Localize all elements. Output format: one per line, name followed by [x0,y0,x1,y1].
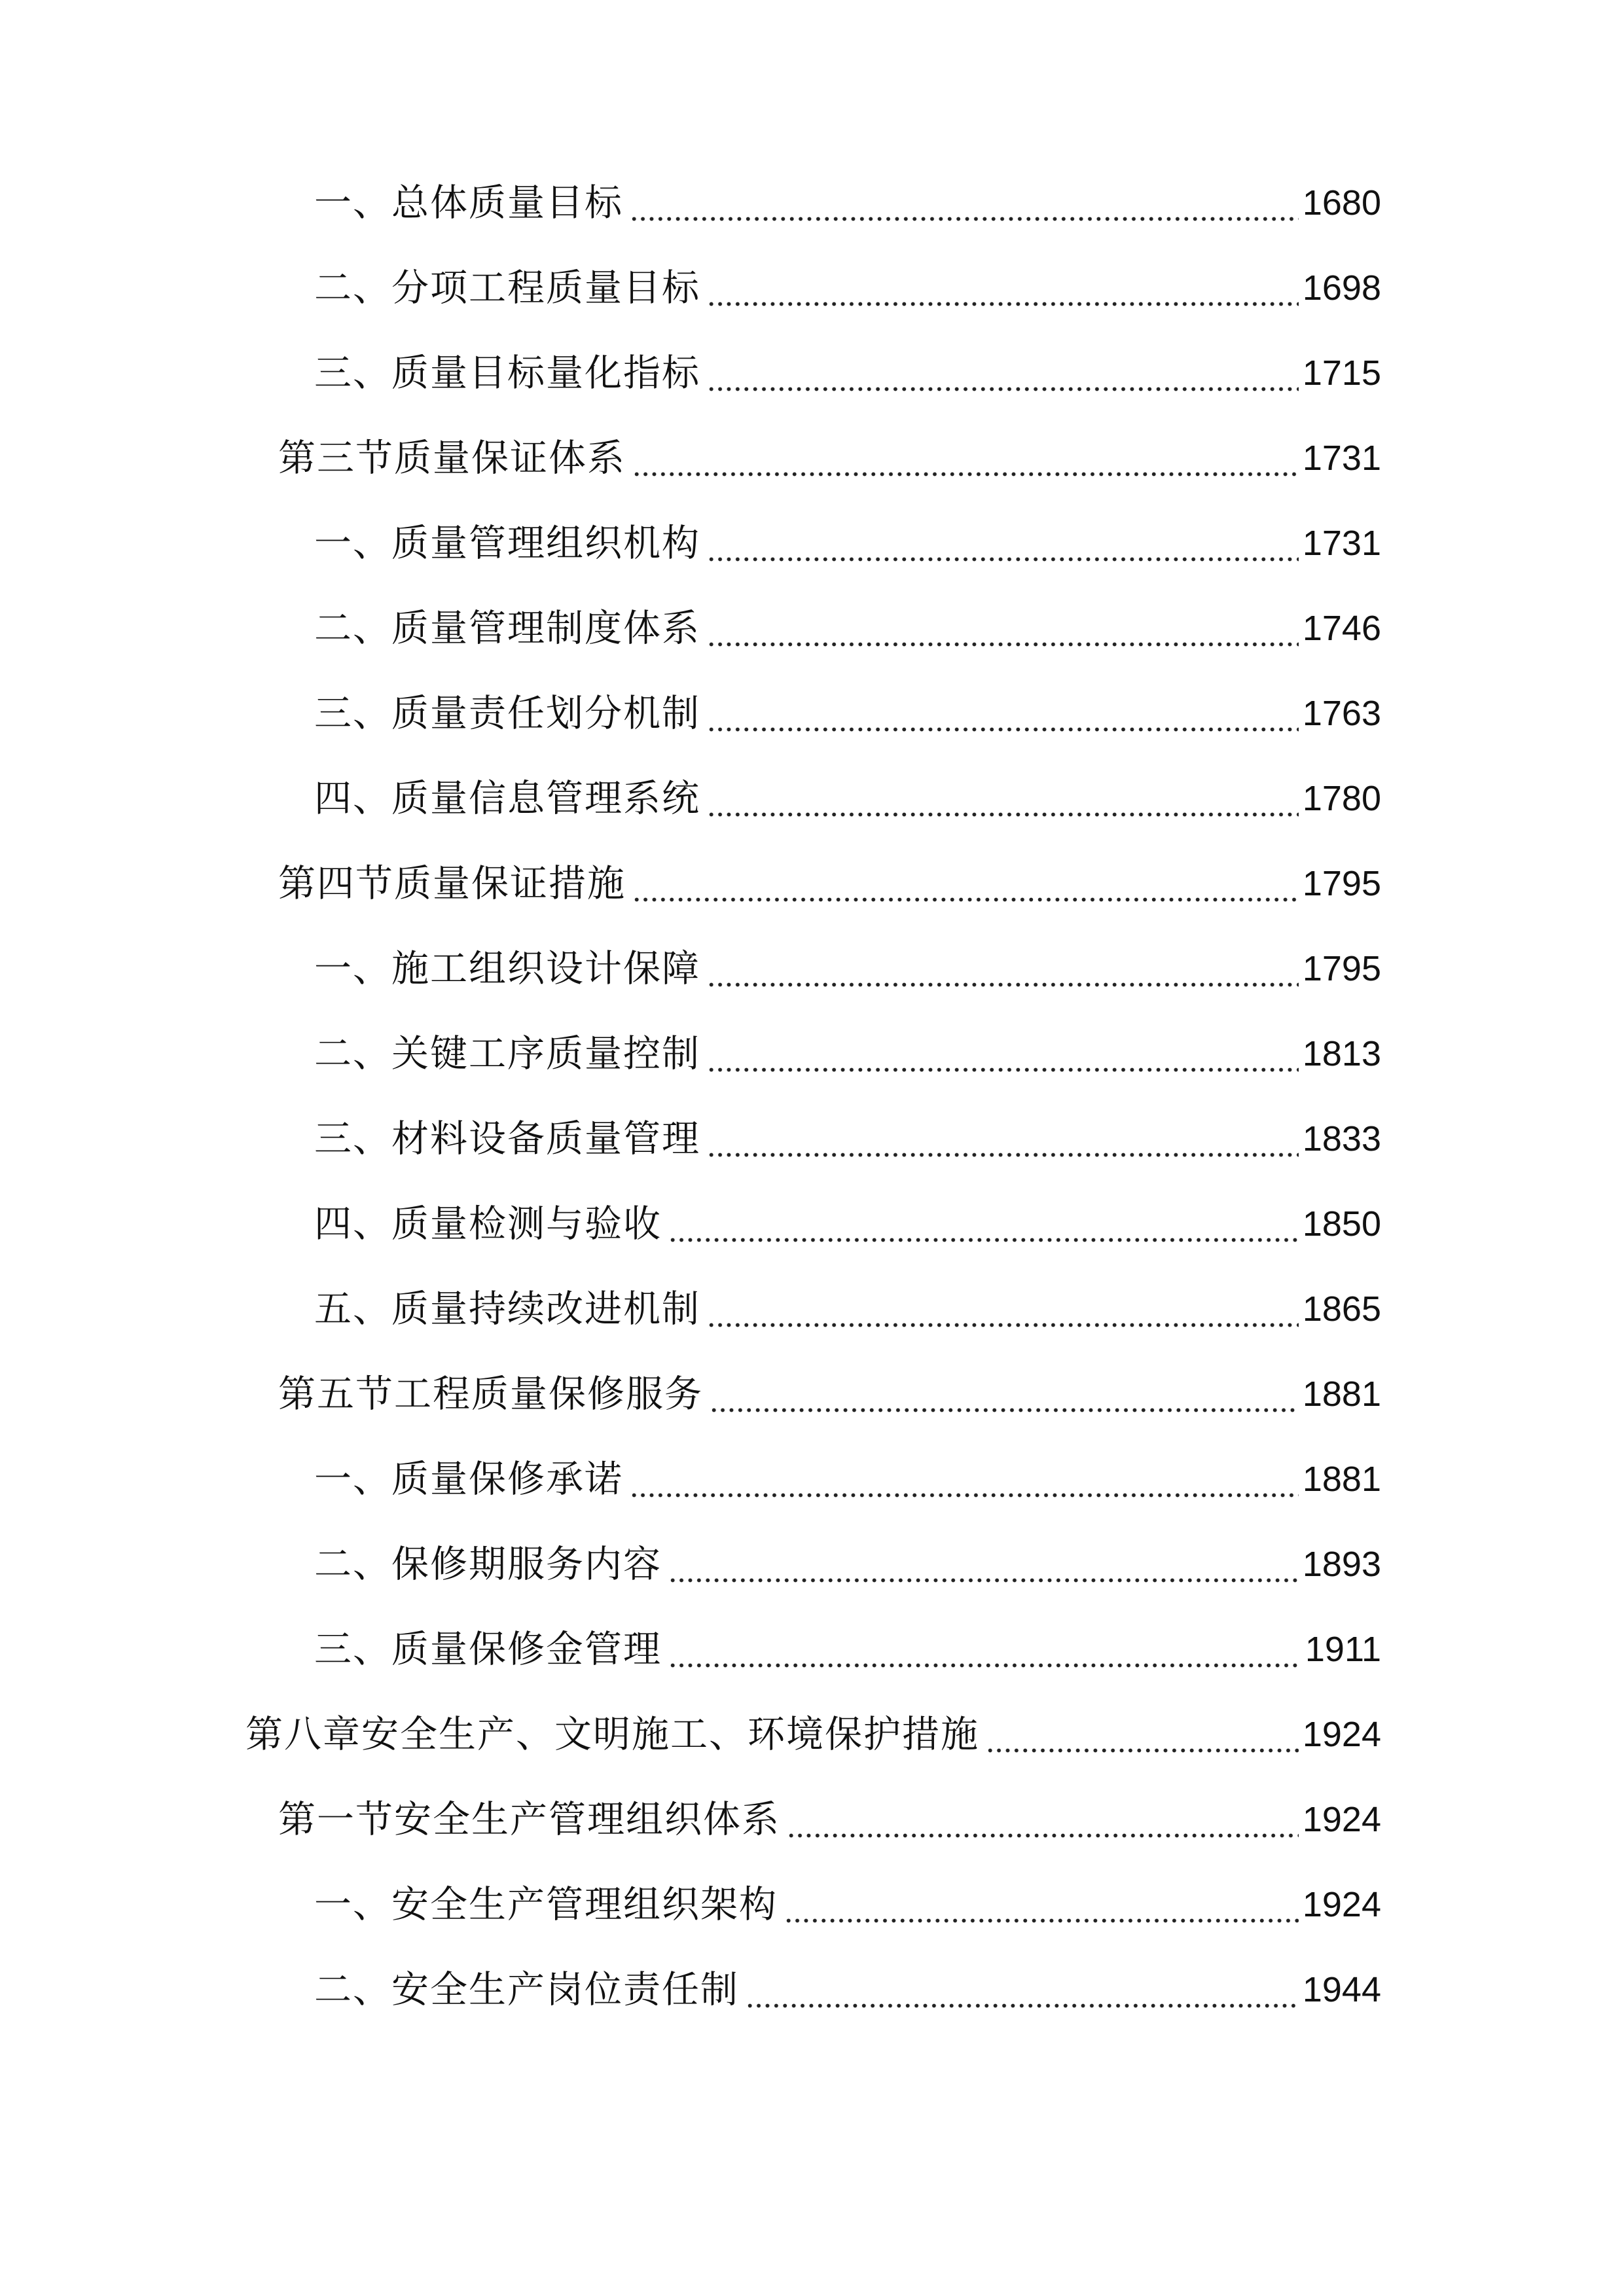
toc-entry [314,1957,1381,2022]
toc-entry-title: 四、质量信息管理系统 [314,777,700,820]
toc-dot-leader [746,1957,1299,2022]
toc-entry-title: 第三节质量保证体系 [278,437,626,480]
toc-entry-title: 四、质量检测与验收 [314,1202,662,1246]
toc-entry [314,340,1381,406]
toc-entry-page-number: 1924 [1302,1715,1381,1754]
toc-entry-title: 二、质量管理制度体系 [314,607,700,650]
toc-entry [314,1872,1381,1937]
toc-entry [245,1702,1381,1767]
toc-entry [278,1787,1381,1852]
toc-entry-page-number: 1944 [1302,1970,1381,2009]
toc-entry-title: 二、关键工序质量控制 [314,1032,700,1075]
toc-entry-page-number: 1911 [1305,1630,1381,1669]
toc-entry-page-number: 1731 [1302,439,1381,478]
toc-entry-page-number: 1865 [1302,1289,1381,1329]
toc-dot-leader [707,1276,1299,1342]
toc-dot-leader [707,936,1299,1001]
toc-dot-leader [632,425,1299,491]
toc-dot-leader [707,596,1299,661]
toc-entry-title: 第八章安全生产、文明施工、环境保护措施 [245,1713,979,1756]
toc-entry-page-number: 1924 [1302,1885,1381,1924]
toc-dot-leader [986,1702,1299,1767]
toc-entry-title: 一、总体质量目标 [314,181,623,224]
toc-entry [314,511,1381,576]
toc-dot-leader [630,1446,1299,1512]
toc-dot-leader [707,766,1299,831]
toc-entry-title: 二、安全生产岗位责任制 [314,1968,739,2011]
toc-entry [314,255,1381,321]
toc-entry [314,1021,1381,1086]
toc-entry [314,596,1381,661]
toc-entry-page-number: 1680 [1302,183,1381,223]
toc-entry-page-number: 1715 [1302,353,1381,393]
toc-entry [314,766,1381,831]
toc-entry [314,170,1381,236]
toc-entry-title: 三、质量保修金管理 [314,1628,662,1671]
toc-entry-page-number: 1731 [1302,524,1381,563]
toc-entry-title: 三、材料设备质量管理 [314,1117,700,1160]
toc-entry-title: 一、施工组织设计保障 [314,947,700,990]
toc-entry [314,936,1381,1001]
toc-entry-page-number: 1795 [1302,949,1381,988]
toc-entry-page-number: 1746 [1302,609,1381,648]
toc-entry-page-number: 1850 [1302,1204,1381,1244]
toc-entry-title: 三、质量责任划分机制 [314,692,700,735]
toc-dot-leader [668,1617,1301,1682]
toc-dot-leader [710,1361,1299,1427]
toc-dot-leader [707,1021,1299,1086]
toc-entry-page-number: 1833 [1302,1119,1381,1158]
toc-entry-title: 一、安全生产管理组织架构 [314,1883,778,1926]
toc-dot-leader [707,1106,1299,1172]
toc-dot-leader [632,851,1299,916]
toc-entry-title: 二、保修期服务内容 [314,1543,662,1586]
toc-entry-title: 二、分项工程质量目标 [314,266,700,310]
toc-entry [314,1106,1381,1172]
toc-entry-page-number: 1881 [1302,1374,1381,1414]
toc-entry-title: 一、质量管理组织机构 [314,522,700,565]
toc-entry-title: 第一节安全生产管理组织体系 [278,1798,780,1841]
toc-dot-leader [630,170,1299,236]
toc-entry-title: 五、质量持续改进机制 [314,1287,700,1331]
toc-entry-page-number: 1763 [1302,694,1381,733]
toc-entry [278,851,1381,916]
toc-dot-leader [668,1191,1299,1257]
toc-entry-title: 一、质量保修承诺 [314,1458,623,1501]
toc-entry [278,425,1381,491]
toc-entry [278,1361,1381,1427]
toc-entry-title: 第四节质量保证措施 [278,862,626,905]
toc-entry [314,681,1381,746]
toc-entry [314,1532,1381,1597]
toc-entry-page-number: 1780 [1302,779,1381,818]
toc-dot-leader [787,1787,1299,1852]
toc-dot-leader [707,511,1299,576]
toc-dot-leader [784,1872,1299,1937]
toc-dot-leader [707,340,1299,406]
toc-entry-page-number: 1893 [1302,1545,1381,1584]
toc-entry-page-number: 1698 [1302,268,1381,308]
toc-entry-page-number: 1881 [1302,1460,1381,1499]
toc-entry-title: 第五节工程质量保修服务 [278,1372,703,1416]
toc-entry [314,1446,1381,1512]
toc-dot-leader [707,681,1299,746]
toc-entry [314,1191,1381,1257]
toc-entry-page-number: 1795 [1302,864,1381,903]
toc-dot-leader [668,1532,1299,1597]
toc-dot-leader [707,255,1299,321]
toc-entry [314,1617,1381,1682]
toc-entry-page-number: 1813 [1302,1034,1381,1073]
toc-entry-title: 三、质量目标量化指标 [314,351,700,395]
toc-entry-page-number: 1924 [1302,1800,1381,1839]
toc-entry [314,1276,1381,1342]
